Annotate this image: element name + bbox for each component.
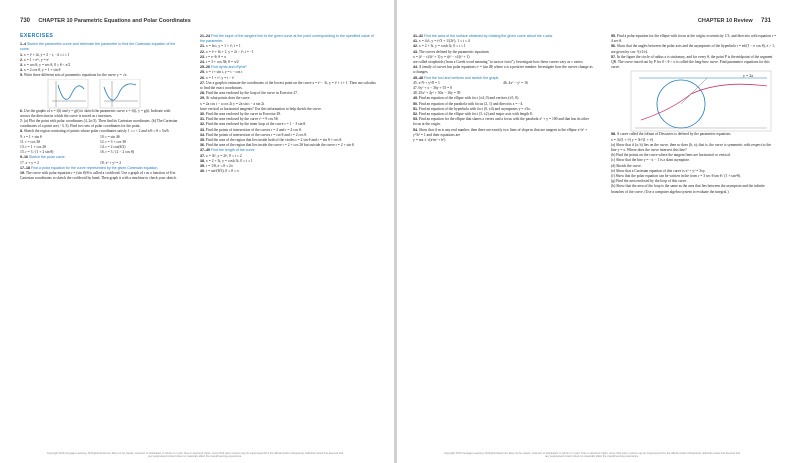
exercise-number: 37. [200, 153, 205, 158]
exercise-number: 4. [20, 68, 23, 73]
exercise-text: Find the area enclosed by the inner loop of the curve r = 1 − 3 sin θ. [205, 122, 307, 127]
exercise-item: 10. r = sin 4θ [100, 134, 120, 139]
exercise-number: 1. [20, 52, 23, 57]
exercise-number: 45–48 [413, 75, 423, 80]
longbow-figure-container [611, 70, 777, 132]
exercise-number: 3. [20, 63, 23, 68]
exercise-text: Find the area enclosed by the curve r² = 9 cos 5θ. [205, 117, 279, 122]
exercise-number: 51. [413, 106, 418, 111]
exercise-text: Find an equation of the ellipse with foci (3, ±2) and major axis with length 8. [418, 112, 533, 117]
line-label: y = 2a [743, 73, 754, 79]
exercise-text: (b) Find the points on the curve where the tangent lines are horizontal or vertical. [611, 153, 731, 158]
exercise-text: In the figure the circle of radius a is stationary, and for every θ, the point P is the midpoint of the segment QR. The curve traced out by P for 0 < θ < π is called the long-bow curve. Find parametric equations for this curve. [611, 54, 773, 70]
exercise-text: Find the length of the curve. [210, 148, 256, 153]
exercise-item [200, 34, 376, 44]
exercise-number: 31. [200, 117, 205, 122]
chapter-title-right: CHAPTER 10 Review [697, 18, 753, 24]
exercise-item: 16. r = 3 / (2 − 2 cos θ) [100, 150, 134, 155]
exercise-item [413, 128, 593, 138]
exercise-item [611, 34, 777, 44]
exercise-text: Find the area of the surface obtained by rotating the given curve about the x-axis. [423, 34, 554, 38]
exercise-number: 44. [413, 65, 418, 70]
exercise-number: 50. [413, 101, 418, 106]
exercise-text: (h) Show that the area of the loop is the same as the area that lies between the asymptote and the infinite branches of the curve. (Use a computer algebra system to evaluate the integral.) [611, 184, 765, 194]
exercise-column-2 [200, 34, 376, 174]
exercise-number: 40. [200, 169, 205, 174]
exercise-text: are called strophoids (from a Greek word meaning "to turn or twist"). Investigate how these curves vary as c varies. [413, 60, 584, 65]
exercise-number: 58. [611, 132, 616, 137]
exercise-text: Find the area enclosed by the loop of the curve in Exercise 27. [205, 91, 298, 96]
exercise-number: 35. [200, 138, 205, 143]
exercise-number: 5. [20, 73, 23, 78]
exercise-number: 34. [200, 132, 205, 137]
exercise-number: 37–40 [200, 148, 210, 153]
exercise-text: Find the foci and vertices and sketch the graph. [423, 75, 500, 80]
exercise-item: 17. x + y = 2 [20, 160, 39, 165]
exercise-text: x = cos θ, y = sec θ, 0 ≤ θ < π/2 [23, 63, 71, 68]
left-page [0, 0, 394, 463]
exercise-text: Find the area of the region that lies inside both of the circles r = 2 sin θ and r = sin θ + cos θ. [205, 138, 343, 143]
exercise-text: The curves defined by the parametric equations [418, 49, 489, 54]
exercise-text: Find the points of intersection of the curves r = 2 and r = 4 cos θ. [205, 127, 302, 132]
exercise-number: 39. [200, 164, 205, 169]
exercise-column-1 [20, 34, 180, 181]
exercise-text: x = 3t², y = 2t³, 0 ≤ t ≤ 2 [205, 153, 242, 158]
exercise-text: x = 2 + 3t, y = cosh 3t, 0 ≤ t ≤ 1 [205, 158, 253, 163]
exercise-text: x = 2 cos θ, y = 1 + sin θ [23, 68, 61, 73]
exercise-number: 19. [20, 171, 25, 176]
exercise-text: Find a polar equation for the ellipse with focus at the origin, eccentricity 1/3, and directrix with equation r = 4 sec θ. [611, 34, 777, 44]
exercise-text: (g) Find the area enclosed by the loop of this curve. [611, 179, 688, 184]
exercise-item: 15. r = 3 / (1 + 2 sin θ) [20, 150, 54, 155]
exercise-text: x = (t² − c)/(t² + 1) y = t(t² − c)/(t² + 1) [413, 54, 470, 59]
exercise-text: Find an equation of the parabola with focus (2, 1) and directrix x = −4. [418, 101, 524, 106]
exercise-item: 47. 6y² + x − 36y + 55 = 0 [413, 86, 452, 91]
exercise-item [611, 143, 777, 153]
exercise-text: (c) Show that the line y = −x − 1 is a slant asymptote. [611, 158, 690, 163]
chapter-title: CHAPTER 10 Parametric Equations and Polar Coordinates [38, 18, 191, 24]
right-page [397, 0, 791, 463]
exercise-text: Use a graph to estimate the coordinates of the lowest point on the curve x = t³ − 3t, y = t² + t + 1. Then use calculus to find the exact coordinates. [200, 80, 376, 91]
exercise-text: x = ln t, y = 1 + t²; t = 1 [205, 44, 241, 49]
exercise-item: 11. r = cos 3θ [20, 139, 40, 144]
exercise-number: 8. [20, 129, 23, 134]
exercise-text: x = t + sin t, y = t − cos t [205, 70, 243, 75]
exercise-number: 26. [200, 75, 205, 80]
exercise-text: Show that if m is any real number, then there are exactly two lines of slope m that are tangent to the ellipse x²/a² + y²/b² = 1 and their equations are [413, 127, 588, 137]
exercise-item: 46. 4x² − y² = 16 [503, 80, 528, 85]
exercise-item [611, 44, 777, 54]
exercise-text: y = mx ± √(a²m² + b²) [413, 138, 446, 143]
exercise-number: 32. [200, 122, 205, 127]
exercise-item: 45. x²/9 + y²/8 = 1 [413, 80, 440, 85]
exercise-text: x = 4√t, y = t³/3 + 1/(2t²), 1 ≤ t ≤ 4 [418, 39, 470, 44]
exercise-item: 18. x² + y² = 2 [100, 160, 122, 165]
exercise-text: Write three different sets of parametric equations for the curve y = √x. [23, 73, 128, 78]
exercise-text: r = 3 + cos 3θ; θ = π/2 [205, 60, 239, 65]
exercise-text: Find the area of the region that lies inside the curve r = 2 + cos 2θ but outside the curve r = 2 + sin θ. [205, 143, 355, 148]
copyright-footer: Copyright 2016 Cengage Learning. All Rights Reserved. May not be copied, scanned, or duplicated, in whole or in part. Due to electronic rights, some third party content may be suppressed from the eBook and/or eChapter(s). Editorial review has deemed that any suppressed content does not materially affect the overall learning experience. [46, 452, 344, 459]
page-number: 730 [20, 18, 31, 24]
exercise-text: Find an equation of the ellipse with foci (±4, 0) and vertices (±5, 0). [418, 96, 520, 101]
exercise-item [413, 65, 593, 75]
exercise-number: 49. [413, 96, 418, 101]
exercise-item [20, 109, 180, 119]
exercise-number: 23. [200, 54, 205, 59]
exercise-text: r = e⁻θ; θ = π [205, 54, 226, 59]
exercise-text: x = 1 + t², y = t − t³ [205, 75, 235, 80]
exercise-text: (d) Sketch the curve. [611, 163, 642, 168]
exercise-number: 2. [20, 57, 23, 62]
exercise-item: 48. 25x² + 4y² + 50x − 16y = 59 [413, 91, 461, 96]
copyright-footer-right: Copyright 2016 Cengage Learning. All Rights Reserved. May not be copied, scanned, or duplicated, in whole or in part. Due to electronic rights, some third party content may be suppressed from the eBook and/or eChapter(s). Editorial review has deemed that any suppressed content does not materially affect the overall learning experience. [443, 452, 741, 459]
exercise-number: 1–4 [20, 42, 26, 47]
exercise-number: 22. [200, 49, 205, 54]
exercise-item [413, 117, 593, 127]
exercise-text: Find the slope of the tangent line to the given curve at the point corresponding to the specified value of the parameter. [200, 34, 374, 44]
exercise-text: Find the points of intersection of the curves r = cot θ and r = 2 cos θ. [205, 132, 308, 137]
running-head-left [20, 18, 191, 24]
exercise-text: A curve called the folium of Descartes is defined by the parametric equations [616, 132, 731, 137]
exercise-number: 21. [200, 44, 205, 49]
exercise-number: 30. [200, 112, 205, 117]
exercise-item [611, 184, 777, 194]
running-head-right [698, 18, 771, 24]
exercise-number: 17–18 [20, 165, 30, 170]
exercise-number: 57. [611, 54, 616, 59]
exercise-column-4 [611, 34, 777, 195]
exercise-item [413, 138, 593, 143]
parametric-graphs-figure [20, 79, 180, 109]
exercise-number: 33. [200, 127, 205, 132]
exercise-text: (a) Plot the point with polar coordinates (4, 2π/3). Then find its Cartesian coordinates. (b) The Cartesian coordinates of a point are (−3, 3). Find two sets of polar coordinates for the point. [20, 119, 178, 129]
exercise-text: Sketch the parametric curve and eliminate the parameter to find the Cartesian equation of the curve. [20, 42, 176, 52]
exercise-number: 36. [200, 143, 205, 148]
exercise-number: 43. [413, 49, 418, 54]
exercise-item [20, 171, 180, 181]
exercise-text: Find an equation of the hyperbola with foci (0, ±4) and asymptotes y = ±3x. [418, 106, 531, 111]
exercise-text: Sketch the region consisting of points whose polar coordinates satisfy 1 ≤ r < 2 and π/6 ≤ θ ≤ 5π/6. [23, 129, 170, 134]
exercise-number: 38. [200, 158, 205, 163]
exercise-item: 12. r = 3 + cos 3θ [100, 139, 126, 144]
exercise-text: x = 3t/(1 + t³) y = 3t²/(1 + t³) [611, 137, 654, 142]
exercise-text: have vertical or horizontal tangents? Use this information to help sketch the curve. [200, 106, 322, 111]
exercise-text: Use the graphs of x = f(t) and y = g(t) to sketch the parametric curve x = f(t), y = g(t). Indicate with arrows the direction in which the curve is traced as t increases. [20, 108, 171, 118]
exercise-text: (a) Show that if (a, b) lies on the curve, then so does (b, a); that is, the curve is symmetric with respect to the line y = x. Where does the curve intersect this line? [611, 142, 771, 153]
exercise-text: Show that the angles between the polar axis and the asymptotes of the hyperbola r = ed/(1 − e cos θ), e > 1, are given by cos⁻¹(±1/e). [611, 44, 775, 54]
exercise-number: 21–24 [200, 34, 210, 38]
exercise-text: Find the area enclosed by the curve in Exercise 29. [205, 112, 282, 117]
exercise-number: 28. [200, 91, 205, 96]
exercise-number: 24. [200, 60, 205, 65]
exercise-number: 7. [20, 119, 23, 124]
exercise-text: x = 2 + 3t, y = cosh 3t, 0 ≤ t ≤ 1 [418, 44, 466, 49]
exercise-text: (f) Show that the polar equation can be written in the form r = 3 sec θ tan θ / (1 + tan³θ). [611, 174, 741, 179]
exercise-number: 54. [413, 127, 418, 132]
exercise-item: 14. r = 2 cos(θ/2) [100, 145, 126, 150]
exercise-number: 42. [413, 44, 418, 49]
exercise-text: x = t² + 4t, y = 2 − t, −4 ≤ t ≤ 1 [23, 52, 70, 57]
exercise-text: The curve with polar equation r = (sin θ)/θ is called a cochleoid. Use a graph of r as a function of θ in Cartesian coordinates to sketch the cochleoid by hand. Then graph it with a machine to check your sketch. [20, 171, 177, 181]
exercise-text: A family of curves has polar equations rᵃ = |sin 2θ| where a is a positive number. Investigate how the curves change as a changes. [413, 65, 593, 75]
graph-pair [20, 79, 180, 109]
exercise-item [20, 42, 180, 52]
section-title: EXERCISES [20, 33, 54, 39]
exercise-column-3 [413, 34, 593, 143]
exercise-number: 27. [200, 80, 205, 85]
exercise-number: 25–26 [200, 65, 210, 70]
exercise-text: r = 1/θ, π ≤ θ ≤ 2π [205, 164, 233, 169]
exercise-item [611, 55, 777, 71]
exercise-number: 6. [20, 108, 23, 113]
exercise-item [200, 81, 376, 91]
exercise-number: 9–16 [20, 155, 28, 160]
exercise-text: Find a polar equation for the curve represented by the given Cartesian equation. [30, 165, 159, 170]
exercise-text: x = 1 + e²ᵗ, y = eᵗ [23, 57, 49, 62]
exercise-number: 29. [200, 96, 205, 101]
exercise-number: 41–42 [413, 34, 423, 38]
exercise-text: x = t³ + 6t + 1, y = 2t − t²; t = −1 [205, 49, 254, 54]
exercise-text: r = sin³(θ/3), 0 ≤ θ ≤ π [205, 169, 239, 174]
exercise-text: Sketch the polar curve. [28, 155, 66, 160]
exercise-text: Find dy/dx and d²y/dx². [210, 65, 248, 70]
exercise-number: 56. [611, 44, 616, 49]
exercise-number: 52. [413, 112, 418, 117]
exercise-item [20, 119, 180, 129]
exercise-text: (e) Show that a Cartesian equation of this curve is x³ + y³ = 3xy. [611, 168, 706, 173]
exercise-item: 13. r = 1 + cos 2θ [20, 145, 46, 150]
exercise-number: 41. [413, 39, 418, 44]
longbow-curve-figure [611, 70, 777, 132]
exercise-text: Find an equation for the ellipse that shares a vertex and a focus with the parabola x² + y = 100 and that has its other focus at the origin. [413, 117, 589, 127]
exercise-item [200, 169, 376, 174]
exercise-number: 55. [611, 34, 616, 38]
page-number-right: 731 [760, 18, 771, 24]
exercise-number: 53. [413, 117, 418, 122]
exercise-text: x = 2a cos t − a cos 2t y = 2a sin t − a sin 2t [200, 101, 265, 106]
exercise-number: 25. [200, 70, 205, 75]
exercise-text: At what points does the curve [205, 96, 250, 101]
exercise-item: 9. r = 1 + sin θ [20, 134, 42, 139]
